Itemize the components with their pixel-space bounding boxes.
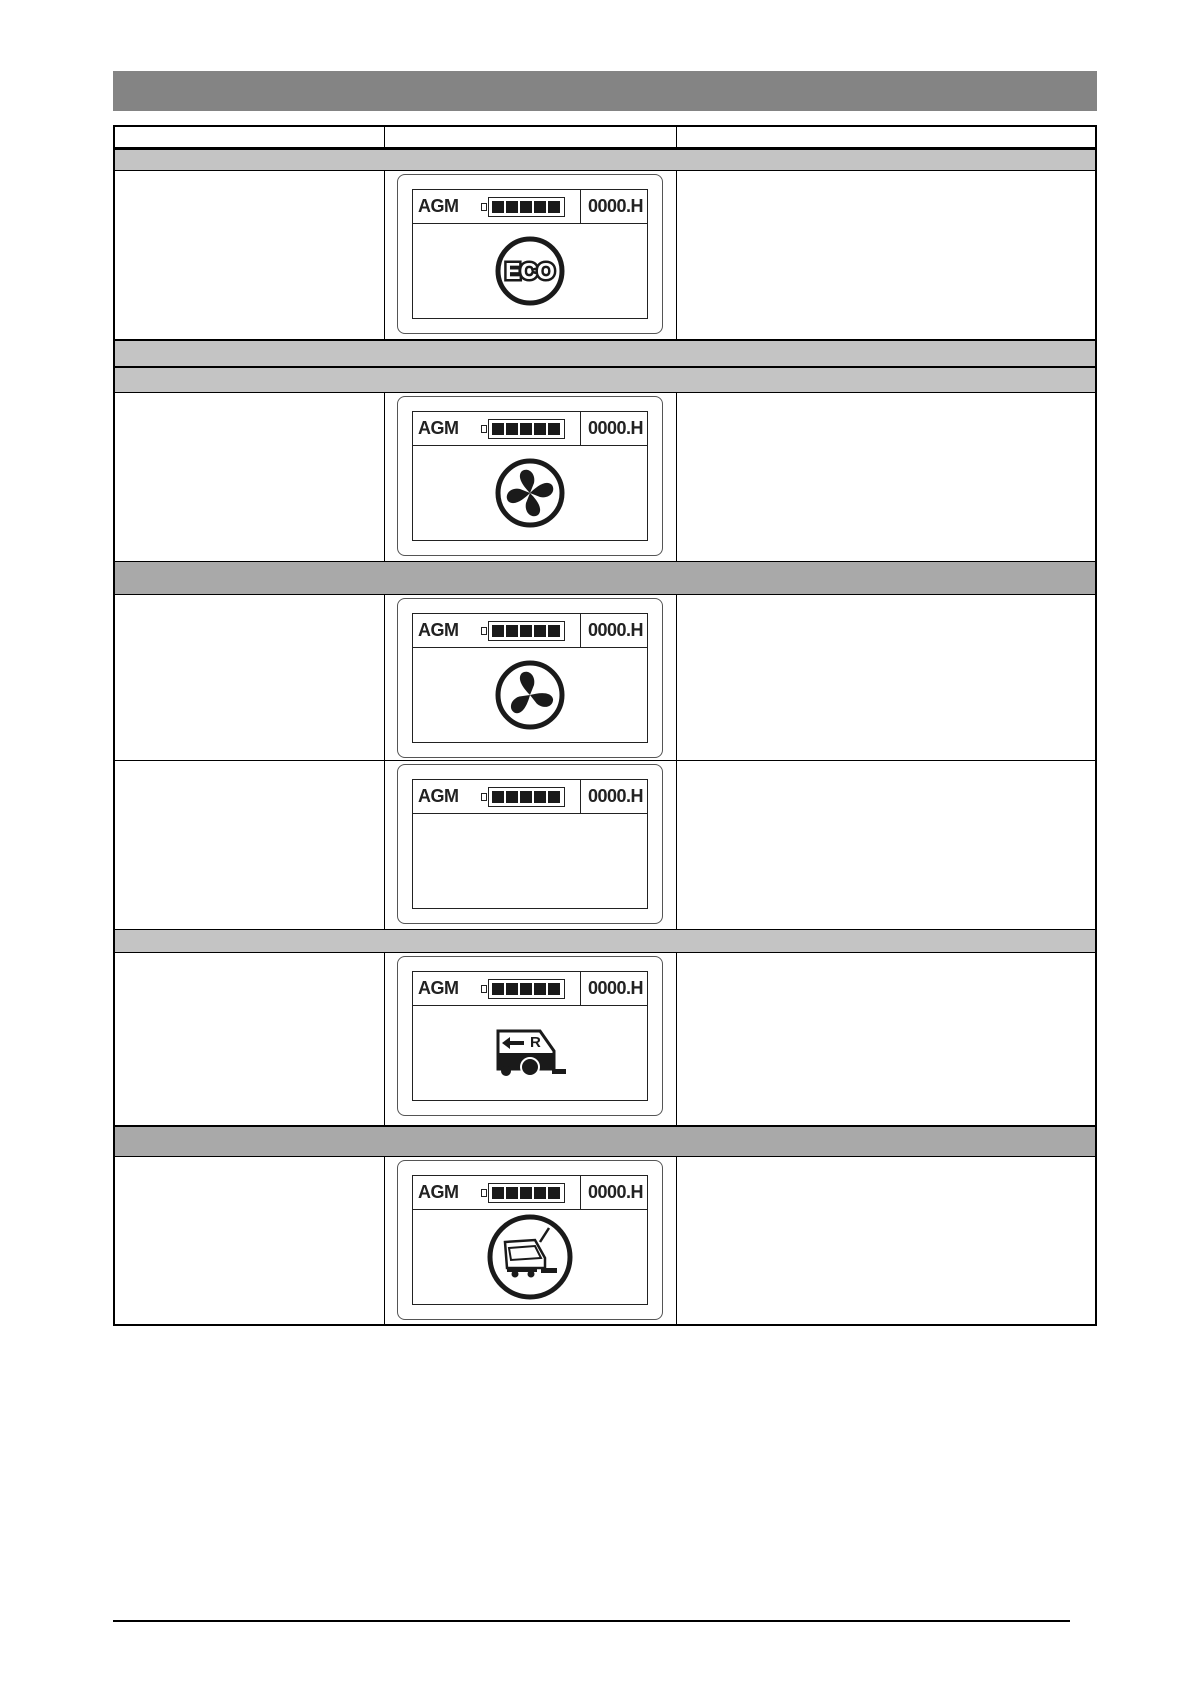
section-band	[115, 929, 1095, 953]
table-row	[115, 171, 1095, 339]
explanation-cell	[677, 1157, 1095, 1324]
battery-type-label: AGM	[418, 978, 459, 998]
hour-meter: 0000.H	[588, 620, 644, 640]
explanation-cell	[677, 393, 1095, 561]
header-divider	[384, 127, 385, 147]
battery-icon	[481, 979, 565, 999]
lcd-display	[397, 1160, 663, 1320]
description-cell	[115, 761, 384, 929]
lcd-display	[397, 598, 663, 758]
section-band	[115, 149, 1095, 171]
eco-mode-icon	[494, 235, 566, 307]
explanation-cell	[677, 595, 1095, 760]
table-row	[115, 1157, 1095, 1324]
hour-meter: 0000.H	[588, 418, 644, 438]
lcd-display	[397, 174, 663, 334]
lcd-display	[397, 956, 663, 1116]
reverse-label: R	[530, 1034, 541, 1051]
battery-type-label: AGM	[418, 786, 459, 806]
section-band	[115, 367, 1095, 393]
vacuum-fan-reduced-icon	[494, 659, 566, 731]
description-cell	[115, 393, 384, 561]
description-cell	[115, 953, 384, 1125]
description-cell	[115, 171, 384, 339]
lcd-display	[397, 396, 663, 556]
vacuum-fan-icon	[494, 457, 566, 529]
table-header-row	[115, 127, 1095, 149]
hour-meter: 0000.H	[588, 1182, 644, 1202]
battery-type-label: AGM	[418, 418, 459, 438]
table-row	[115, 595, 1095, 761]
description-cell	[115, 595, 384, 760]
explanation-cell	[677, 953, 1095, 1125]
battery-icon	[481, 1183, 565, 1203]
hour-meter: 0000.H	[588, 978, 644, 998]
reverse-drive-icon	[490, 1025, 570, 1081]
machine-cleaning-icon	[485, 1212, 575, 1302]
battery-icon	[481, 621, 565, 641]
display-cell	[384, 761, 677, 929]
table-row	[115, 953, 1095, 1125]
battery-icon	[481, 197, 565, 217]
display-cell	[384, 1157, 677, 1324]
eco-label: ECO	[505, 258, 555, 284]
battery-icon	[481, 419, 565, 439]
display-table	[113, 125, 1097, 1326]
section-band	[115, 339, 1095, 367]
lcd-display	[397, 764, 663, 924]
battery-icon	[481, 787, 565, 807]
battery-type-label: AGM	[418, 620, 459, 640]
header-divider	[676, 127, 677, 147]
footer-rule	[113, 1620, 1070, 1622]
section-band	[115, 561, 1095, 595]
hour-meter: 0000.H	[588, 786, 644, 806]
display-cell	[384, 393, 677, 561]
table-row	[115, 761, 1095, 929]
section-band	[115, 1125, 1095, 1157]
section-header-bar	[113, 71, 1097, 111]
description-cell	[115, 1157, 384, 1324]
explanation-cell	[677, 171, 1095, 339]
explanation-cell	[677, 761, 1095, 929]
display-cell	[384, 953, 677, 1125]
hour-meter: 0000.H	[588, 196, 644, 216]
display-cell	[384, 171, 677, 339]
battery-type-label: AGM	[418, 196, 459, 216]
display-cell	[384, 595, 677, 760]
table-row	[115, 393, 1095, 561]
battery-type-label: AGM	[418, 1182, 459, 1202]
